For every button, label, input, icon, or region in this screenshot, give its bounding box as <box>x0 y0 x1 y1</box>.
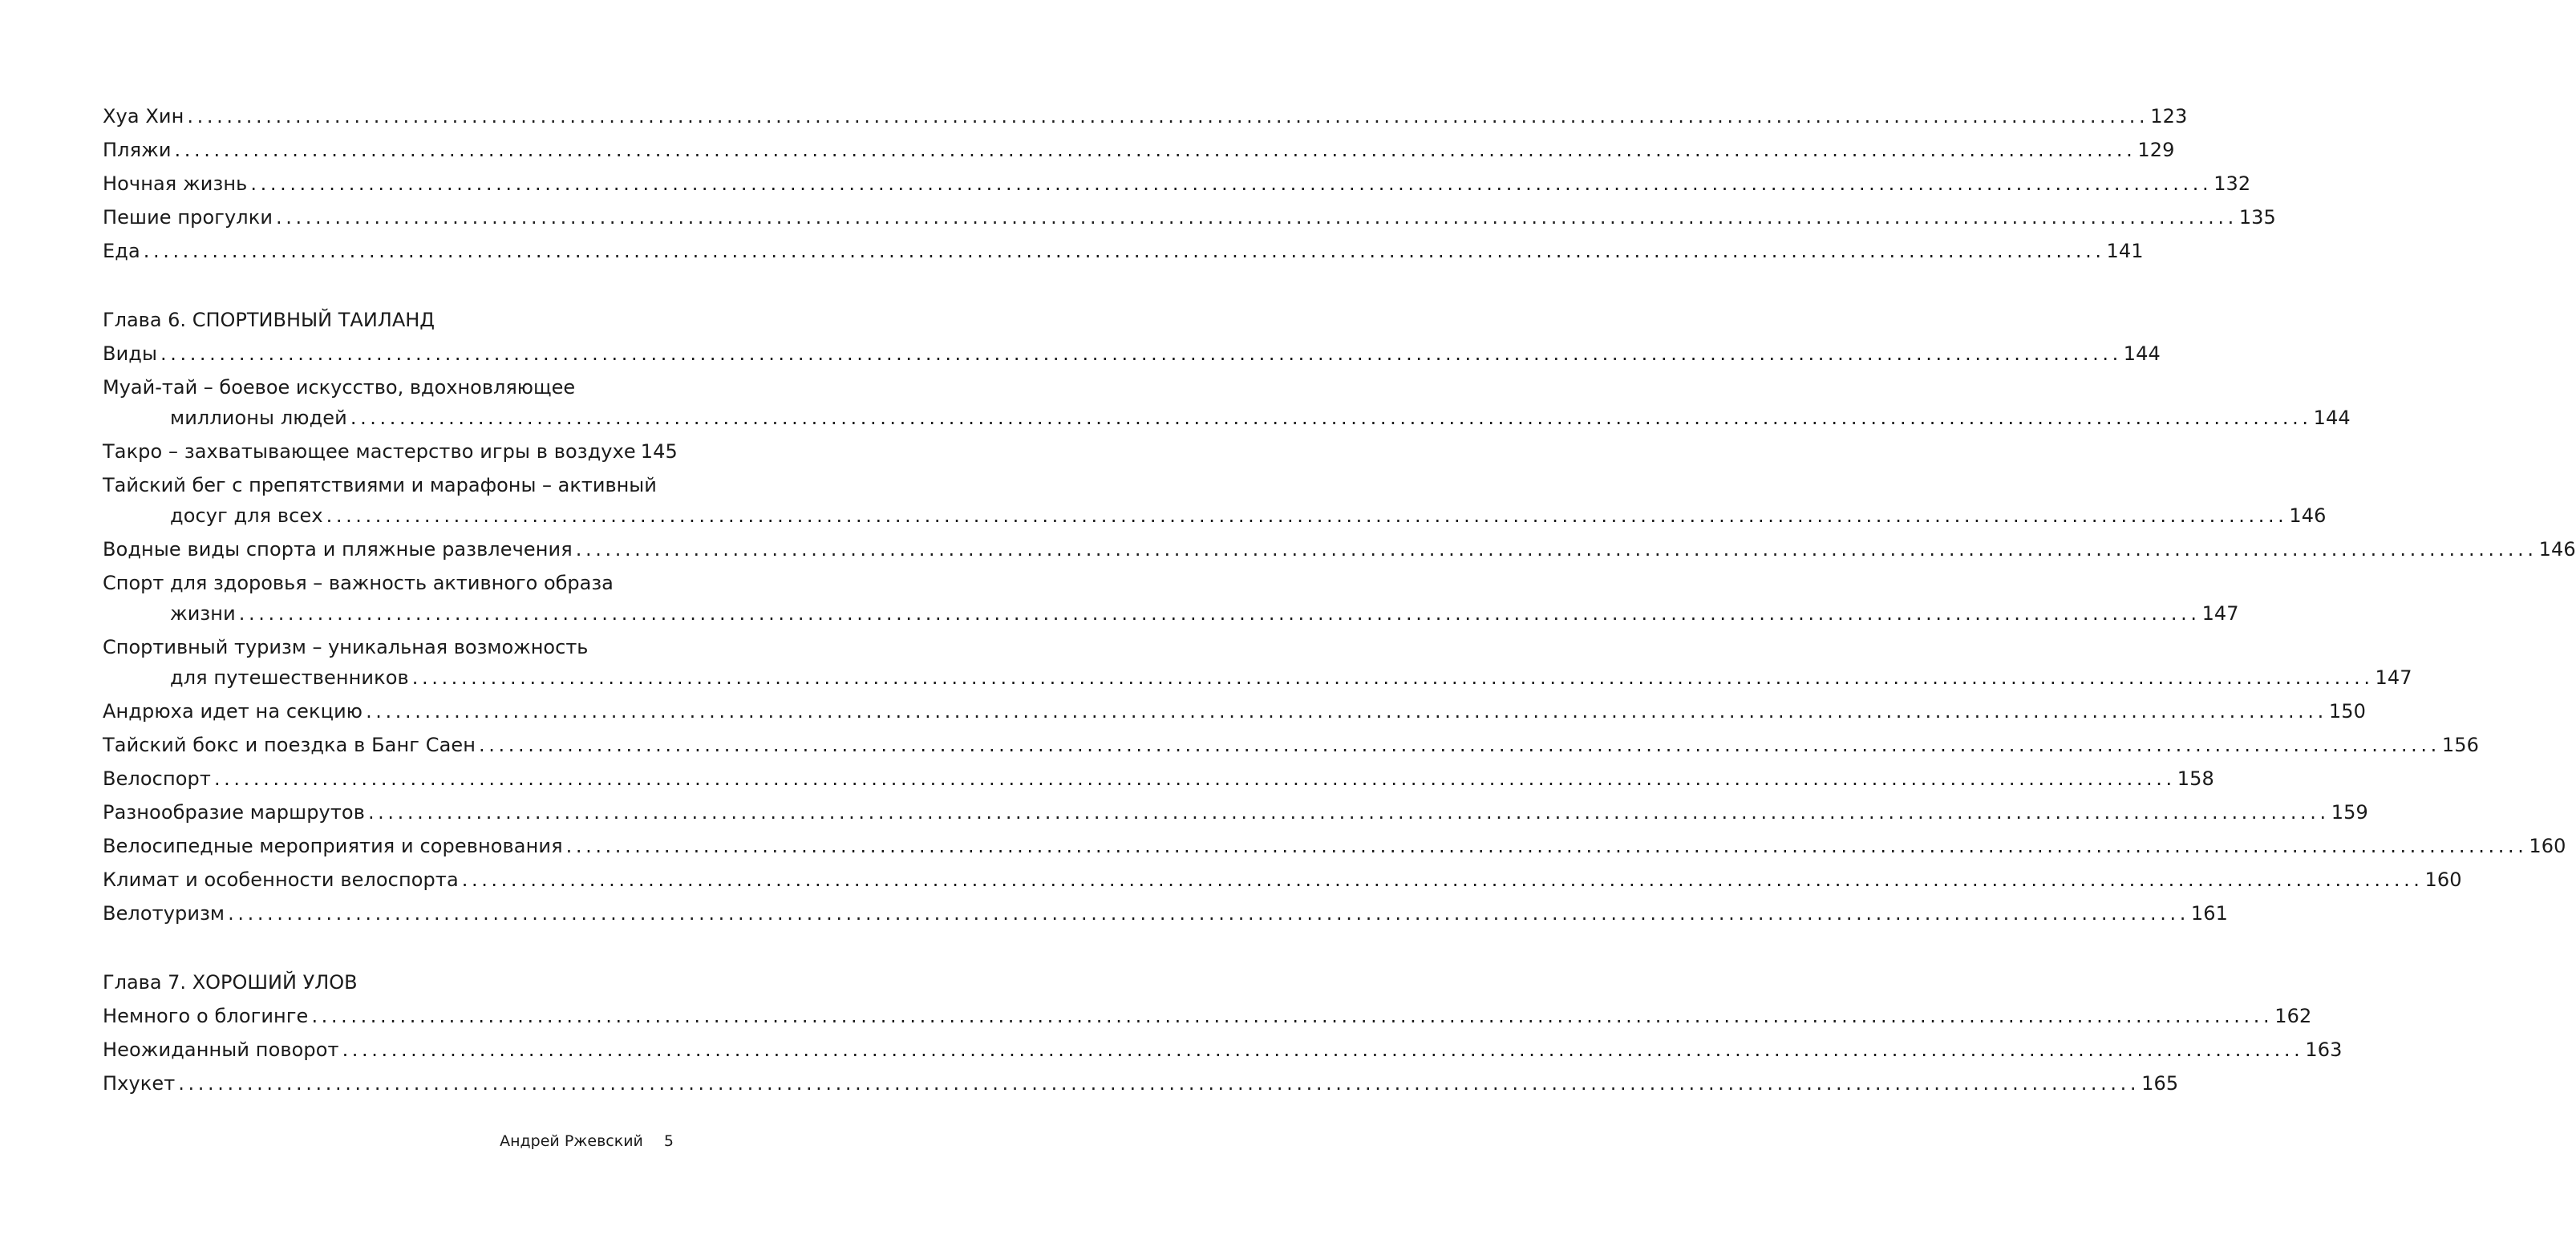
toc-entry-row <box>103 601 2239 626</box>
toc-entry-title-line: Спорт для здоровья – важность активного образа <box>103 572 614 594</box>
toc-entry[interactable] <box>103 439 678 464</box>
toc-entry-row <box>103 1038 2343 1062</box>
toc-page-number: 146 <box>2289 504 2327 527</box>
toc-entry-title: Велотуризм <box>103 902 225 925</box>
toc-entry-row <box>103 439 678 464</box>
toc-page-number: 159 <box>2331 801 2368 824</box>
toc-page-number: 146 <box>2538 538 2576 561</box>
toc-page-number: 141 <box>2106 240 2144 262</box>
toc-entry-title: Велосипедные мероприятия и соревнования <box>103 835 563 857</box>
toc-entry-title: Еда <box>103 240 140 262</box>
toc-entry[interactable] <box>103 635 2412 690</box>
dot-leader: ........................................................................................................................................................................................................ <box>411 666 2374 689</box>
dot-leader: ........................................................................................................................................................................................................ <box>238 602 2201 625</box>
toc-entry[interactable] <box>103 868 2462 892</box>
page-number: 5 <box>663 1132 674 1150</box>
toc-entry-row <box>103 733 2479 757</box>
toc-page-number: 160 <box>2529 835 2566 857</box>
section-gap <box>103 273 674 308</box>
toc-entry[interactable] <box>103 172 2251 196</box>
dot-leader: ........................................................................................................................................................................................................ <box>575 538 2538 561</box>
toc-entry[interactable] <box>103 901 2229 925</box>
toc-entry-title: Тайский бокс и поездка в Банг Саен <box>103 734 476 756</box>
toc-entry[interactable] <box>103 733 2479 757</box>
toc-entry-title: Ночная жизнь <box>103 172 248 195</box>
toc-entry-row <box>103 699 2366 723</box>
toc-entry-row <box>103 834 2566 858</box>
toc-entry-title: для путешественников <box>170 666 409 689</box>
toc-page-number: 147 <box>2375 666 2412 689</box>
dot-leader: ........................................................................................................................................................................................................ <box>461 868 2424 891</box>
dot-leader: ........................................................................................................................................................................................................ <box>367 801 2330 824</box>
toc-entry-row <box>103 1004 2312 1028</box>
toc-entry[interactable] <box>103 342 2161 366</box>
toc-entry-row <box>103 239 2144 263</box>
toc-entry-row <box>103 767 2214 791</box>
toc-entry[interactable] <box>103 1004 2312 1028</box>
toc-page-number: 147 <box>2201 602 2239 625</box>
table-of-contents <box>103 104 2576 1105</box>
dot-leader: ........................................................................................................................................................................................................ <box>178 1072 2141 1095</box>
dot-leader: ........................................................................................................................................................................................................ <box>250 172 2213 195</box>
toc-entry-title: Немного о блогинге <box>103 1005 309 1027</box>
toc-section <box>103 308 2576 925</box>
toc-entry-row <box>103 666 2412 690</box>
dot-leader: ........................................................................................................................................................................................................ <box>311 1005 2274 1027</box>
toc-entry-title: Хуа Хин <box>103 105 184 128</box>
dot-leader: ........................................................................................................................................................................................................ <box>160 342 2122 365</box>
toc-page-number: 145 <box>640 440 678 463</box>
dot-leader: ........................................................................................................................................................................................................ <box>479 734 2440 756</box>
toc-entry-row <box>103 901 2229 925</box>
dot-leader: ........................................................................................................................................................................................................ <box>276 206 2238 229</box>
toc-entry-title: Климат и особенности велоспорта <box>103 868 459 891</box>
toc-page-number: 129 <box>2137 139 2175 161</box>
toc-entry-row <box>103 868 2462 892</box>
chapter-heading: Глава 6. СПОРТИВНЫЙ ТАИЛАНД <box>103 309 435 331</box>
section-gap <box>103 935 674 970</box>
toc-entry-row <box>103 1071 2179 1095</box>
toc-entry-row <box>103 537 2576 561</box>
dot-leader: ........................................................................................................................................................................................................ <box>565 835 2528 857</box>
toc-entry-row <box>103 172 2251 196</box>
toc-entry-title: Виды <box>103 342 158 365</box>
toc-entry-title: Такро – захватывающее мастерство игры в воздухе <box>103 440 636 463</box>
toc-entry-title: Пхукет <box>103 1072 176 1095</box>
toc-entry-row <box>103 504 2327 528</box>
toc-page-number: 156 <box>2441 734 2479 756</box>
toc-entry[interactable] <box>103 1038 2343 1062</box>
toc-entry[interactable] <box>103 800 2368 824</box>
toc-page-number: 160 <box>2424 868 2462 891</box>
dot-leader: ........................................................................................................................................................................................................ <box>174 139 2137 161</box>
toc-section <box>103 104 2276 263</box>
toc-entry[interactable] <box>103 834 2566 858</box>
toc-page-number: 165 <box>2141 1072 2179 1095</box>
toc-entry-title-line: Тайский бег с препятствиями и марафоны – активный <box>103 474 657 496</box>
toc-entry-title-line: Муай-тай – боевое искусство, вдохновляющее <box>103 376 576 399</box>
toc-page-number: 144 <box>2123 342 2161 365</box>
dot-leader: ........................................................................................................................................................................................................ <box>366 700 2327 723</box>
toc-entry-row <box>103 406 2351 430</box>
dot-leader: ........................................................................................................................................................................................................ <box>228 902 2189 925</box>
dot-leader: ........................................................................................................................................................................................................ <box>213 767 2176 790</box>
toc-entry[interactable] <box>103 699 2366 723</box>
chapter-heading: Глава 7. ХОРОШИЙ УЛОВ <box>103 971 358 994</box>
toc-entry-row <box>103 800 2368 824</box>
toc-page-number: 158 <box>2177 767 2214 790</box>
toc-entry-title: Пешие прогулки <box>103 206 273 229</box>
toc-entry-row <box>103 342 2161 366</box>
toc-entry-title: миллионы людей <box>170 407 347 429</box>
toc-entry-title-line: Спортивный туризм – уникальная возможность <box>103 636 589 658</box>
page-footer <box>500 1131 674 1152</box>
toc-page-number: 144 <box>2313 407 2351 429</box>
toc-entry[interactable] <box>103 571 2239 626</box>
toc-page-number: 163 <box>2305 1038 2343 1061</box>
toc-page-number: 123 <box>2150 105 2188 128</box>
dot-leader: ........................................................................................................................................................................................................ <box>143 240 2105 262</box>
toc-entry-title: Пляжи <box>103 139 172 161</box>
toc-entry[interactable] <box>103 1071 2179 1095</box>
running-author: Андрей Ржевский <box>500 1132 643 1150</box>
toc-entry-title: Андрюха идет на секцию <box>103 700 363 723</box>
toc-entry-title: Водные виды спорта и пляжные развлечения <box>103 538 573 561</box>
toc-page-number: 132 <box>2213 172 2251 195</box>
toc-entry-row <box>103 138 2175 162</box>
toc-entry[interactable] <box>103 205 2276 229</box>
toc-entry-title: Неожиданный поворот <box>103 1038 339 1061</box>
dot-leader: ........................................................................................................................................................................................................ <box>342 1038 2304 1061</box>
toc-page-number: 135 <box>2238 206 2276 229</box>
toc-entry-title: досуг для всех <box>170 504 323 527</box>
toc-entry[interactable] <box>103 239 2144 263</box>
toc-entry-title: Велоспорт <box>103 767 211 790</box>
toc-entry-row <box>103 104 2188 128</box>
toc-entry[interactable] <box>103 537 2576 561</box>
toc-page-number: 161 <box>2190 902 2229 925</box>
toc-page-number: 162 <box>2274 1005 2312 1027</box>
toc-entry-title: жизни <box>170 602 236 625</box>
toc-entry[interactable] <box>103 473 2327 528</box>
toc-entry[interactable] <box>103 375 2351 430</box>
toc-page-number: 150 <box>2328 700 2366 723</box>
toc-entry[interactable] <box>103 104 2188 128</box>
toc-section <box>103 970 2343 1095</box>
toc-entry[interactable] <box>103 767 2214 791</box>
dot-leader: ........................................................................................................................................................................................................ <box>187 105 2149 128</box>
toc-entry-row <box>103 205 2276 229</box>
dot-leader: ........................................................................................................................................................................................................ <box>350 407 2312 429</box>
toc-entry[interactable] <box>103 138 2175 162</box>
dot-leader: ........................................................................................................................................................................................................ <box>326 504 2288 527</box>
toc-entry-title: Разнообразие маршрутов <box>103 801 365 824</box>
